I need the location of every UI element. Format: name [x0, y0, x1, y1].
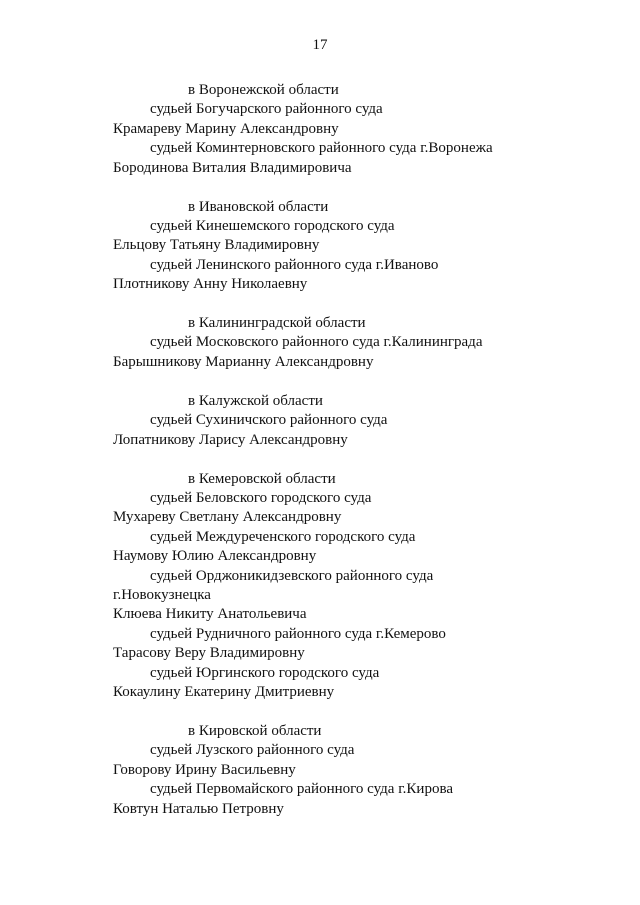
region-block: [113, 392, 633, 450]
region-block: [113, 198, 633, 295]
court-line: судьей Лузского районного суда: [150, 742, 355, 759]
page-number: 17: [312, 37, 328, 53]
court-line: судьей Междуреченского городского суда: [150, 528, 416, 545]
judge-name: Ельцову Татьяну Владимировну: [113, 237, 320, 254]
judge-name: Бородинова Виталия Владимировича: [113, 159, 352, 176]
appointment-list: [113, 81, 633, 838]
judge-name: Кокаулину Екатерину Дмитриевну: [113, 683, 335, 700]
court-line: судьей Беловского городского суда: [150, 489, 372, 506]
court-line: судьей Юргинского городского суда: [150, 664, 380, 681]
court-line: судьей Коминтерновского районного суда г.Воронежа: [150, 140, 493, 157]
court-line: судьей Московского районного суда г.Калининграда: [150, 334, 483, 351]
judge-name: Наумову Юлию Александровну: [113, 548, 317, 565]
judge-name: Говорову Ирину Васильевну: [113, 761, 296, 778]
court-line-continuation: г.Новокузнецка: [113, 586, 211, 603]
region-heading: в Калининградской области: [188, 315, 366, 332]
court-line: судьей Орджоникидзевского районного суда: [150, 567, 434, 584]
region-block: [113, 722, 633, 819]
region-heading: в Кировской области: [188, 722, 322, 739]
court-line: судьей Богучарского районного суда: [150, 101, 383, 118]
region-heading: в Калужской области: [188, 392, 323, 409]
court-line: судьей Кинешемского городского суда: [150, 217, 395, 234]
judge-name: Мухареву Светлану Александровну: [113, 509, 342, 526]
region-block: [113, 81, 633, 178]
region-block: [113, 314, 633, 372]
court-line: судьей Рудничного районного суда г.Кемерово: [150, 625, 446, 642]
court-line: судьей Первомайского районного суда г.Кирова: [150, 781, 454, 798]
judge-name: Клюева Никиту Анатольевича: [113, 606, 307, 623]
court-line: судьей Сухиничского районного суда: [150, 412, 388, 429]
region-heading: в Кемеровской области: [188, 470, 336, 487]
region-heading: в Ивановской области: [188, 198, 329, 215]
judge-name: Барышникову Марианну Александровну: [113, 353, 374, 370]
judge-name: Крамареву Марину Александровну: [113, 120, 339, 137]
judge-name: Плотникову Анну Николаевну: [113, 276, 308, 293]
judge-name: Тарасову Веру Владимировну: [113, 645, 305, 662]
court-line: судьей Ленинского районного суда г.Иваново: [150, 256, 439, 273]
region-heading: в Воронежской области: [188, 82, 339, 98]
region-block: [113, 470, 633, 703]
judge-name: Лопатникову Ларису Александровну: [113, 431, 348, 448]
judge-name: Ковтун Наталью Петровну: [113, 800, 284, 817]
